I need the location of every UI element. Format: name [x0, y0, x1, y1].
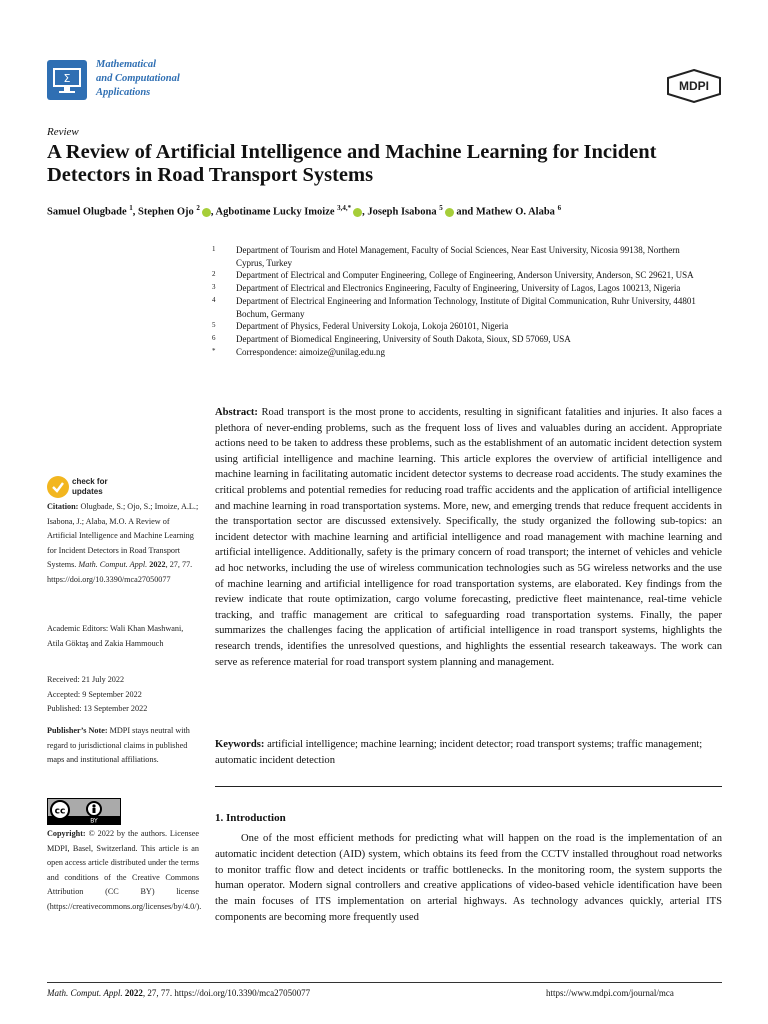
svg-text:cc: cc: [54, 806, 66, 817]
affiliation-item: [208, 346, 698, 359]
received-date: Received: 21 July 2022: [47, 675, 125, 684]
affiliation-item: [208, 295, 698, 320]
author-separator: ,: [210, 206, 216, 218]
keywords-text: artificial intelligence; machine learning; incident detector; road transport systems; traffic management; automatic incident detection: [215, 739, 703, 766]
affiliation-text: Department of Biomedical Engineering, University of South Dakota, Sioux, SD 57069, USA: [236, 333, 571, 344]
citation-rest[interactable]: , 27, 77. https://doi.org/10.3390/mca27050077: [47, 560, 193, 584]
author-separator: ,: [132, 206, 139, 218]
abstract-label: Abstract:: [215, 407, 258, 418]
keywords-label: Keywords:: [215, 739, 265, 750]
affiliation-item: [208, 320, 698, 333]
journal-name-line: Mathematical: [96, 59, 157, 70]
affiliation-number: 1: [212, 245, 216, 253]
affiliation-number: 5: [212, 321, 216, 330]
author-name: Agbotiname Lucky Imoize: [215, 206, 335, 218]
affiliation-text: Department of Electrical Engineering and Information Technology, Institute of Digital Communication, Ruhr University, 44801 Bochum, Germany: [236, 295, 696, 319]
copyright-notice: [47, 827, 202, 914]
publisher-note: [47, 724, 199, 768]
citation-block: [47, 500, 199, 587]
author-affiliation-marker: 2: [196, 204, 200, 212]
author-separator: ,: [362, 206, 368, 218]
license-badge-text: BY: [90, 817, 98, 824]
footer-journal: Math. Comput. Appl.: [47, 988, 123, 998]
affiliation-item: [208, 333, 698, 346]
published-date: Published: 13 September 2022: [47, 704, 148, 713]
author-affiliation-marker: 3,4,*: [337, 204, 352, 212]
journal-name-line: and Computational: [96, 73, 180, 84]
author-name: Mathew O. Alaba: [475, 206, 555, 218]
publication-dates: [47, 673, 199, 717]
affiliation-number: 2: [212, 270, 216, 279]
author-separator: and: [453, 206, 476, 218]
check-updates-line: updates: [72, 487, 103, 496]
journal-logo: [47, 60, 87, 100]
affiliation-number: 6: [212, 333, 216, 342]
accepted-date: Accepted: 9 September 2022: [47, 689, 142, 699]
footer-year: 2022: [124, 988, 143, 998]
abstract: [215, 405, 722, 670]
orcid-icon[interactable]: [353, 208, 362, 217]
affiliation-item: [208, 244, 698, 269]
affiliation-item: [208, 269, 698, 282]
author-affiliation-marker: 5: [439, 204, 443, 212]
affiliation-number: 3: [212, 283, 216, 292]
section-divider: [215, 786, 722, 787]
citation-text: Olugbade, S.; Ojo, S.; Imoize, A.L.; Isabona, J.; Alaba, M.O. A Review of Artificial Intelligence and Machine Learning for Incident Detectors in Road Transport Systems.: [47, 502, 199, 569]
footer-doi-link[interactable]: , 27, 77. https://doi.org/10.3390/mca27050077: [142, 988, 311, 998]
author-list: [47, 204, 737, 218]
orcid-icon[interactable]: [445, 208, 454, 217]
journal-name-line: Applications: [96, 87, 151, 98]
affiliation-text: Department of Physics, Federal University Lokoja, Lokoja 260101, Nigeria: [236, 321, 509, 332]
publisher-name: MDPI: [679, 79, 709, 93]
cc-by-license-badge[interactable]: [47, 798, 121, 825]
author-name: Stephen Ojo: [138, 206, 194, 218]
publisher-note-text: MDPI stays neutral with regard to jurisdictional claims in published maps and institutional affiliations.: [47, 726, 190, 764]
affiliations: [208, 244, 698, 358]
copyright-label: Copyright:: [47, 829, 86, 838]
affiliation-number: *: [212, 346, 216, 355]
article-type: Review: [47, 126, 79, 138]
footer-citation: [47, 988, 310, 998]
footer-journal-url[interactable]: https://www.mdpi.com/journal/mca: [546, 988, 674, 998]
keywords: [215, 737, 722, 768]
affiliation-text: Department of Electrical and Electronics Engineering, Faculty of Engineering, University of Lagos, Lagos 100213, Nigeria: [236, 283, 681, 294]
affiliation-number: 4: [212, 295, 216, 304]
section-heading: 1. Introduction: [215, 812, 286, 824]
footer-divider: [47, 982, 722, 983]
journal-name: [96, 58, 256, 100]
orcid-icon[interactable]: [202, 208, 211, 217]
citation-journal: Math. Comput. Appl.: [78, 560, 148, 569]
svg-text:Σ: Σ: [63, 72, 71, 85]
copyright-text: © 2022 by the authors. Licensee MDPI, Basel, Switzerland. This article is an open access article distributed under the terms and conditions of the Creative Commons Attribution (CC BY) license (https://creativecommons.org/licenses/by/4.0/).: [47, 829, 202, 911]
check-updates-icon: [47, 476, 69, 498]
section-body: One of the most efficient methods for predicting what will happen on the road is the implementation of an automatic incident detection (AID) system, which obtains its feed from the CCTV installed throughout road networks to monitor traffic flow and detect incidents or traffic bottlenecks. In the monitoring room, the system supports the human operator. Modern signal controllers and creative applications of video-based vehicle identification have been the main focuses of ITS implementation on arterial highways. As technology advances quickly, arterial ITS components are becoming more frequently used: [215, 833, 722, 923]
citation-label: Citation:: [47, 502, 79, 511]
check-for-updates-button[interactable]: [47, 476, 167, 500]
author-affiliation-marker: 6: [557, 204, 562, 212]
author-affiliation-marker: 1: [129, 204, 133, 212]
mdpi-logo: [666, 69, 722, 103]
check-updates-label: [72, 477, 108, 497]
publisher-note-label: Publisher’s Note:: [47, 726, 108, 735]
author-name: Joseph Isabona: [367, 206, 437, 218]
affiliation-text[interactable]: Correspondence: aimoize@unilag.edu.ng: [236, 346, 385, 357]
article-title: A Review of Artificial Intelligence and Machine Learning for Incident Detectors in Road Transport Systems: [47, 141, 657, 186]
author-name: Samuel Olugbade: [47, 206, 127, 218]
affiliation-item: [208, 282, 698, 295]
affiliation-text: Department of Electrical and Computer Engineering, College of Engineering, Anderson University, Anderson, SC 29621, USA: [236, 270, 694, 281]
check-updates-line: check for: [72, 477, 108, 486]
academic-editors: Academic Editors: Wali Khan Mashwani, Atila Göktaş and Zakia Hammouch: [47, 624, 184, 648]
abstract-text: Road transport is the most prone to accidents, resulting in significant fatalities and injuries. It also faces a plethora of never-ending problems, such as the frequent loss of lives and valuables during an accident. Appropriate actions need to be taken to address these problems, such as the establishment of an automatic incident detection system using artificial intelligence and machine learning. This article explores the overview of artificial intelligence and machine learning in facilitating automatic incident detector systems to decrease road accidents. The study examines the critical problems and potential remedies for reducing road traffic accidents and the application of artificial intelligence and machine learning in road transportation systems. More, new, and emerging trends that reduce frequent accidents in the transportation sector are discussed extensively. Specifically, the study organized the following sub-topics: an incident detector with machine learning and artificial intelligence and road management with machine learning and artificial intelligence. Additionally, safety is the primary concern of road transport; the internet of vehicles and vehicle ad hoc networks, including the use of wireless communication technologies such as 5G wireless networks and the use of machine learning and artificial intelligence for road transportation systems, are elaborated. Key findings from the review indicate that route optimization, cargo volume forecasting, predictive fleet maintenance, real-time vehicle tracking, and traffic management are critical to safeguarding road transportation systems. Finally, the paper summarizes the challenges facing the application of artificial intelligence in road transport systems, highlights the research trends, identifies the unresolved questions, and highlights the essential research takeaways. The work can serve as reference material for road transport system planning and management.: [215, 407, 723, 668]
affiliation-text: Department of Tourism and Hotel Management, Faculty of Social Sciences, Near East University, Nicosia 99138, Northern Cyprus, Turkey: [236, 245, 680, 268]
citation-year: 2022: [149, 560, 166, 569]
